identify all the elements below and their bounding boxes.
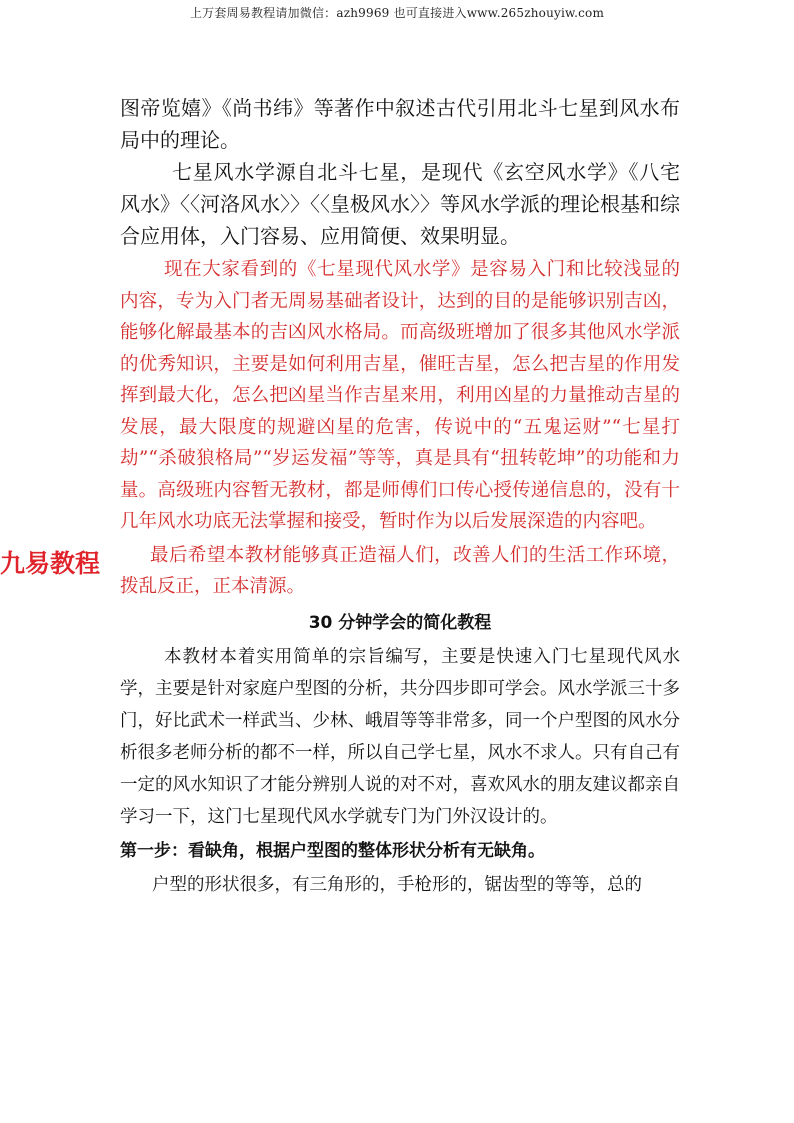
paragraph-floorplan-shapes: 户型的形状很多，有三角形的，手枪形的，锯齿型的等等，总的 — [152, 874, 642, 895]
paragraph-closing-wish: 最后希望本教材能够真正造福人们，改善人们的生活工作环境，拨乱反正，正本清源。 — [120, 544, 680, 597]
paragraph-classics: 图帝览嬉》《尚书纬》等著作中叙述古代引用北斗七星到风水布局中的理论。 — [120, 96, 680, 152]
paragraph-advanced-course: 现在大家看到的《七星现代风水学》是容易入门和比较浅显的内容，专为入门者无周易基础者设计，达到的目的是能够识别吉凶，能够化解最基本的吉凶风水格局。而高级班增加了很多其他风水学派的优秀知识，主要是如何利用吉星，催旺吉星，怎么把吉星的作用发挥到最大化，怎么把凶星当作吉星来用，利用凶星的力量推动吉星的发展，最大限度的规避凶星的危害，传说中的“五鬼运财”“七星打劫”“杀破狼格局”“岁运发福”等等，真是具有“扭转乾坤”的功能和力量。高级班内容暂无教材，都是师傅们口传心授传递信息的，没有十几年风水功底无法掌握和接受，暂时作为以后发展深造的内容吧。 — [120, 259, 680, 532]
paragraph-seven-stars-origin: 七星风水学源自北斗七星，是现代《玄空风水学》《八宅风水》〈〈河洛风水〉〉〈〈皇极风水〉〉等风水学派的理论根基和综合应用体，入门容易、应用简便、效果明显。 — [120, 160, 680, 248]
watermark-stamp: 九易教程 — [0, 549, 101, 578]
paragraph-intro: 本教材本着实用简单的宗旨编写，主要是快速入门七星现代风水学，主要是针对家庭户型图的分析，共分四步即可学会。风水学派三十多门，好比武术一样武当、少林、峨眉等等非常多，同一个户型图的风水分析很多老师分析的都不一样，所以自己学七星，风水不求人。只有自己有一定的风水知识了才能分辨别人说的对不对，喜欢风水的朋友建议都亲自学习一下，这门七星现代风水学就专门为门外汉设计的。 — [120, 646, 680, 827]
step-one-heading: 第一步：看缺角，根据户型图的整体形状分析有无缺角。 — [120, 840, 545, 861]
page-header: 上万套周易教程请加微信：azh9969 也可直接进入www.265zhouyiw.com — [189, 6, 605, 20]
document-body — [120, 92, 680, 901]
section-title: 30 分钟学会的简化教程 — [308, 612, 492, 633]
